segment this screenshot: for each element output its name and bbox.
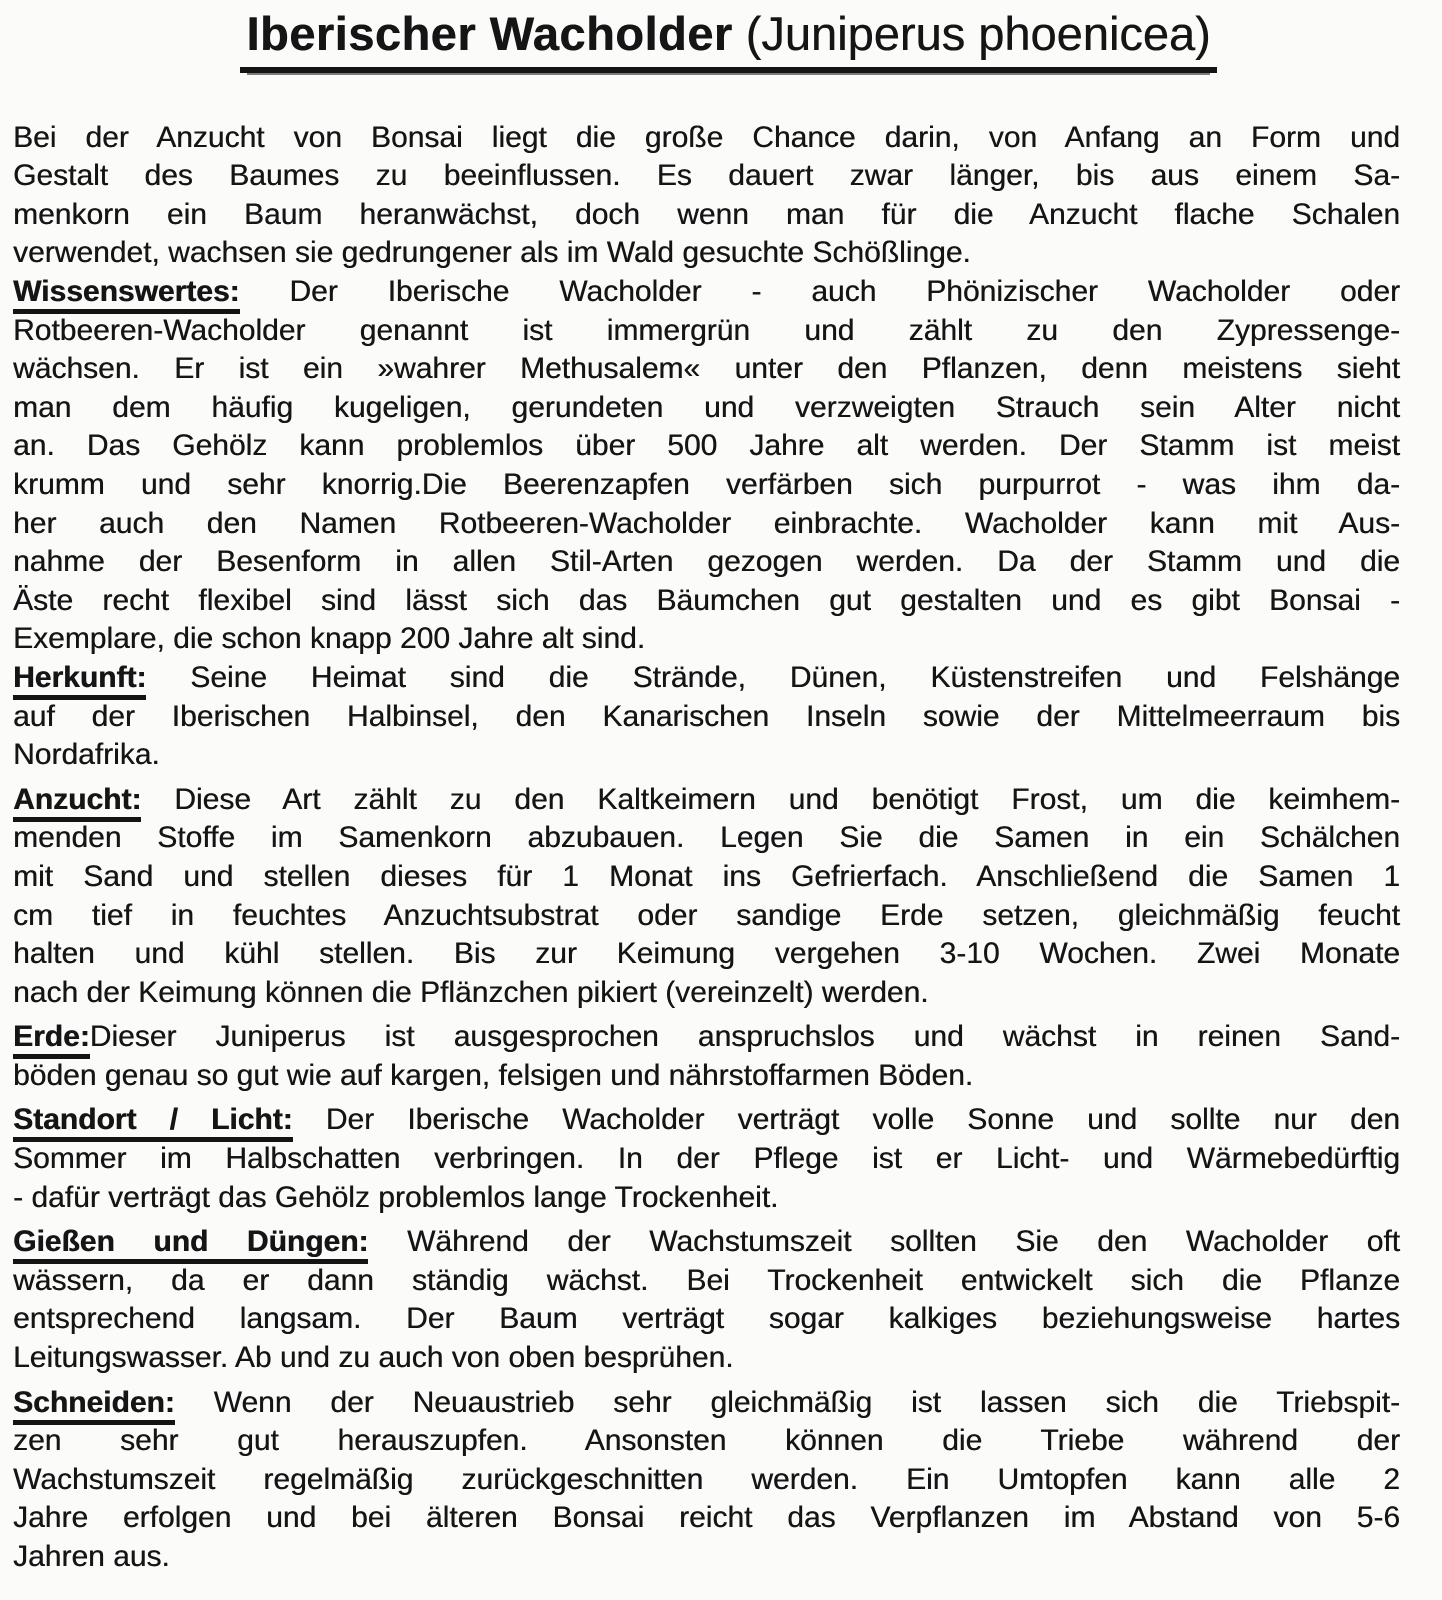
- document-body: [13, 119, 1400, 1577]
- document-title: [35, 8, 1422, 73]
- text-line: Bei der Anzucht von Bonsai liegt die große Chance darin, von Anfang an Form und: [13, 120, 1400, 154]
- section-heading: Wissenswertes:: [13, 275, 240, 314]
- text-line: Sommer im Halbschatten verbringen. In der Pflege ist er Licht- und Wärmebedürftig: [13, 1142, 1400, 1176]
- text-line: krumm und sehr knorrig.Die Beerenzapfen verfärben sich purpurrot - was ihm da-: [13, 467, 1400, 501]
- title-underline: [240, 8, 1216, 73]
- text-line: Rotbeeren-Wacholder genannt ist immergrün und zählt zu den Zypressenge-: [13, 313, 1400, 347]
- text-line: Wachstumszeit regelmäßig zurückgeschnitten werden. Ein Umtopfen kann alle 2: [13, 1462, 1400, 1496]
- text-line: entsprechend langsam. Der Baum verträgt sogar kalkiges beziehungsweise hartes: [13, 1302, 1400, 1336]
- section-heading: Schneiden:: [13, 1386, 175, 1425]
- text-line: Jahren aus.: [13, 1540, 170, 1573]
- text-line: Exemplare, die schon knapp 200 Jahre alt sind.: [13, 622, 646, 656]
- text-line: Gestalt des Baumes zu beeinflussen. Es dauert zwar länger, bis aus einem Sa-: [13, 159, 1400, 193]
- title-species-german: Iberischer Wacholder: [246, 7, 733, 60]
- paragraph: [13, 1101, 1400, 1217]
- title-species-latin: (Juniperus phoenicea): [732, 7, 1211, 60]
- text-line: verwendet, wachsen sie gedrungener als im Wald gesuchte Schößlinge.: [13, 236, 971, 270]
- text-line: Nordafrika.: [13, 738, 160, 772]
- text-line: wässern, da er dann ständig wächst. Bei Trockenheit entwickelt sich die Pflanze: [13, 1263, 1400, 1297]
- section-heading: Herkunft:: [13, 661, 146, 700]
- paragraph: [13, 659, 1400, 775]
- paragraph: [13, 273, 1400, 659]
- paragraph: [13, 119, 1400, 273]
- text-line: Standort / Licht: Der Iberische Wacholder verträgt volle Sonne und sollte nur den: [13, 1101, 1400, 1140]
- text-line: her auch den Namen Rotbeeren-Wacholder einbrachte. Wacholder kann mit Aus-: [13, 506, 1400, 540]
- text-line: - dafür verträgt das Gehölz problemlos lange Trockenheit.: [13, 1180, 779, 1214]
- text-line: böden genau so gut wie auf kargen, felsigen und nährstoffarmen Böden.: [13, 1058, 974, 1092]
- text-line: Anzucht: Diese Art zählt zu den Kaltkeimern und benötigt Frost, um die keimhem-: [13, 781, 1400, 820]
- section-heading: Anzucht:: [13, 783, 141, 822]
- text-line: Äste recht flexibel sind lässt sich das Bäumchen gut gestalten und es gibt Bonsai -: [13, 583, 1400, 617]
- section-heading: Erde:: [13, 1020, 90, 1059]
- text-line: menden Stoffe im Samenkorn abzubauen. Legen Sie die Samen in ein Schälchen: [13, 821, 1400, 855]
- paragraph: [13, 1223, 1400, 1377]
- text-line: zen sehr gut herauszupfen. Ansonsten können die Triebe während der: [13, 1424, 1400, 1458]
- text-line: nach der Keimung können die Pflänzchen pikiert (vereinzelt) werden.: [13, 975, 929, 1009]
- text-line: Schneiden: Wenn der Neuaustrieb sehr gleichmäßig ist lassen sich die Triebspit-: [13, 1384, 1400, 1423]
- text-line: an. Das Gehölz kann problemlos über 500 Jahre alt werden. Der Stamm ist meist: [13, 429, 1400, 463]
- text-line: man dem häufig kugeligen, gerundeten und verzweigten Strauch sein Alter nicht: [13, 390, 1400, 424]
- text-line: cm tief in feuchtes Anzuchtsubstrat oder sandige Erde setzen, gleichmäßig feucht: [13, 898, 1400, 932]
- text-line: nahme der Besenform in allen Stil-Arten gezogen werden. Da der Stamm und die: [13, 545, 1400, 579]
- text-line: Leitungswasser. Ab und zu auch von oben besprühen.: [13, 1341, 734, 1375]
- section-heading: Gießen und Düngen:: [13, 1225, 368, 1264]
- text-line: halten und kühl stellen. Bis zur Keimung vergehen 3-10 Wochen. Zwei Monate: [13, 937, 1400, 971]
- text-line: menkorn ein Baum heranwächst, doch wenn man für die Anzucht flache Schalen: [13, 197, 1400, 231]
- text-line: Wissenswertes: Der Iberische Wacholder - auch Phönizischer Wacholder oder: [13, 273, 1400, 312]
- text-line: Herkunft: Seine Heimat sind die Strände, Dünen, Küstenstreifen und Felshänge: [13, 659, 1400, 698]
- text-line: Jahre erfolgen und bei älteren Bonsai reicht das Verpflanzen im Abstand von 5-6: [13, 1501, 1400, 1535]
- text-line: Erde:Dieser Juniperus ist ausgesprochen anspruchslos und wächst in reinen Sand-: [13, 1018, 1400, 1057]
- paragraph: [13, 1018, 1400, 1095]
- paragraph: [13, 781, 1400, 1013]
- text-line: wächsen. Er ist ein »wahrer Methusalem« unter den Pflanzen, denn meistens sieht: [13, 352, 1400, 386]
- paragraph: [13, 1384, 1400, 1577]
- text-line: mit Sand und stellen dieses für 1 Monat ins Gefrierfach. Anschließend die Samen 1: [13, 859, 1400, 893]
- text-line: Gießen und Düngen: Während der Wachstumszeit sollten Sie den Wacholder oft: [13, 1223, 1400, 1262]
- section-heading: Standort / Licht:: [13, 1103, 293, 1142]
- text-line: auf der Iberischen Halbinsel, den Kanarischen Inseln sowie der Mittelmeerraum bis: [13, 699, 1400, 733]
